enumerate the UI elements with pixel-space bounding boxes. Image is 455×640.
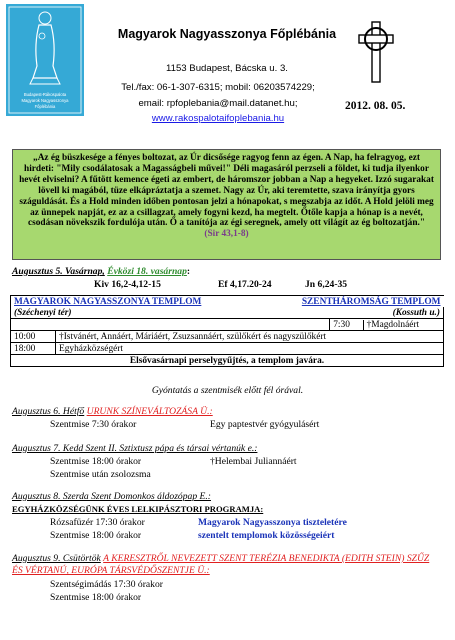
row1-time2: 7:30 bbox=[330, 320, 364, 330]
table-row bbox=[11, 331, 444, 343]
row2-intent1: †Istvánért, Annáért, Máriáért, Zsuzsannáért, szülőkért és nagyszülőkért bbox=[56, 331, 444, 343]
scripture-quote-box bbox=[12, 149, 441, 260]
confession-note: Gyóntatás a szentmisék előtt fél órával. bbox=[151, 385, 304, 396]
phone: Tel./fax: 06-1-307-6315; mobil: 06203574229; bbox=[121, 82, 315, 93]
reading-3: Jn 6,24-35 bbox=[305, 279, 348, 290]
sunday-heading bbox=[12, 266, 442, 277]
table-row bbox=[11, 319, 444, 331]
wednesday-program: EGYHÁZKÖZSÉGÜNK ÉVES LELKIPÁSZTORI PROGRAMJA: bbox=[12, 504, 264, 514]
tuesday-line1-left: Szentmise 18:00 órakor bbox=[50, 456, 142, 467]
wednesday-line2-left: Szentmise 18:00 órakor bbox=[50, 530, 142, 541]
row3-time1: 18:00 bbox=[11, 343, 56, 355]
tuesday-line1-right: †Helembai Juliannáért bbox=[210, 456, 297, 467]
church2-name: SZENTHÁROMSÁG TEMPLOM bbox=[301, 296, 441, 307]
table-row bbox=[11, 343, 444, 355]
wednesday-line1-left: Rózsafüzér 17:30 órakor bbox=[50, 517, 145, 528]
tuesday-line2-left: Szentmise után zsolozsma bbox=[50, 469, 151, 480]
row3-intent1: Egyházközségért bbox=[56, 343, 444, 355]
table-row bbox=[11, 307, 444, 319]
church-heading-left bbox=[11, 296, 444, 308]
monday-head: Augusztus 6. Hétfő bbox=[12, 406, 85, 417]
thursday-line2-left: Szentmise 18:00 órakor bbox=[50, 592, 142, 603]
address: 1153 Budapest, Bácska u. 3. bbox=[166, 63, 288, 74]
logo-line-2: Magyarok Nagyasszonya bbox=[21, 98, 69, 103]
bulletin-date: 2012. 08. 05. bbox=[345, 100, 406, 112]
table-row bbox=[11, 355, 444, 367]
sunday-colon: : bbox=[186, 266, 191, 277]
mass-schedule-table bbox=[10, 295, 444, 367]
email[interactable]: email: rpfoplebania@mail.datanet.hu; bbox=[138, 98, 298, 109]
reading-2: Ef 4,17.20-24 bbox=[218, 279, 272, 290]
wednesday-line1-right: Magyarok Nagyasszonya tiszteletére bbox=[198, 517, 347, 528]
thursday-feast: A KERESZTRŐL NEVEZETT SZENT TERÉZIA BENEDIKTA (EDITH STEIN) SZŰZ ÉS VÉRTANÚ, EURÓPA TÁRSVÉDŐSZENTJE Ü.: bbox=[12, 553, 430, 576]
quote-text: „Az ég büszkesége a fényes boltozat, az Úr dicsősége ragyog fenn az égen. A Nap, ha felragyog, ezt hirdeti: "Mily csodálatosak a Magasságbeli művei!" Déli magasáról perzseli a földet, ki tudja ilyenkor hevét elviselni? A fűtött kemence égeti az embert, de háromszor jobban a Nap a hegyeket. Izzó sugarakat lövell ki magából, tüze elkápráztatja a szemet. Nagy az Úr, aki teremtette, szava irányítja gyors száguldását. És a Hold minden időben pontosan jelzi a hónapokat, s megszabja az időt. A Hold jelöli meg az ünnepek napját, ez az a csillagzat, amely fogyni kezd, ha megtelt. Őtőle kapja a hónap is a nevét, csodásan növekszik fordulója után. Ő a tanítója az égi seregnek, amely ott világít az ég boltozatján." bbox=[19, 153, 434, 229]
collection-note: Elsővasárnapi perselygyűjtés, a templom javára. bbox=[11, 355, 444, 367]
quote-reference: (Sir 43,1-8) bbox=[204, 229, 249, 240]
sunday-day: Augusztus 5. Vasárnap, bbox=[12, 266, 105, 277]
wednesday-line2-right: szentelt templomok közösségeiért bbox=[198, 530, 335, 541]
church-location bbox=[11, 307, 444, 319]
church1-name: MAGYAROK NAGYASSZONYA TEMPLOM bbox=[14, 296, 202, 307]
monday-line-left: Szentmise 7:30 órakor bbox=[50, 419, 137, 430]
logo-line-1: Budapest-Rákospalota bbox=[23, 92, 67, 97]
row2-time1: 10:00 bbox=[11, 331, 56, 343]
celtic-cross-icon bbox=[355, 20, 397, 84]
parish-title: Magyarok Nagyasszonya Főplébánia bbox=[117, 27, 337, 41]
monday-feast: URUNK SZÍNEVÁLTOZÁSA Ü.: bbox=[86, 406, 213, 417]
day-monday bbox=[12, 406, 213, 417]
tuesday-head: Augusztus 7. Kedd Szent II. Sztixtusz pápa és társai vértanúk e.: bbox=[12, 443, 258, 454]
table-row bbox=[11, 296, 444, 308]
logo-line-3: Főplébánia bbox=[34, 104, 56, 109]
row1-right bbox=[330, 319, 444, 331]
reading-1: Kiv 16,2-4,12-15 bbox=[94, 279, 161, 290]
church1-location: (Széchenyi tér) bbox=[14, 307, 72, 318]
parish-logo bbox=[6, 4, 84, 116]
thursday-head: Augusztus 9. Csütörtök bbox=[12, 553, 101, 564]
church2-location: (Kossuth u.) bbox=[392, 307, 440, 318]
monday-line-right: Egy paptestvér gyógyulásért bbox=[210, 419, 320, 430]
sunday-feast: Évközi 18. vasárnap bbox=[107, 266, 187, 277]
thursday-line1-left: Szentségimádás 17:30 órakor bbox=[50, 579, 163, 590]
website-link[interactable]: www.rakospalotaifoplebania.hu bbox=[151, 113, 285, 124]
day-thursday bbox=[12, 553, 442, 577]
row1-left bbox=[11, 319, 330, 331]
wednesday-head: Augusztus 8. Szerda Szent Domonkos áldozópap E.: bbox=[12, 491, 211, 502]
row1-intent2: †Magdolnáért bbox=[366, 319, 420, 330]
